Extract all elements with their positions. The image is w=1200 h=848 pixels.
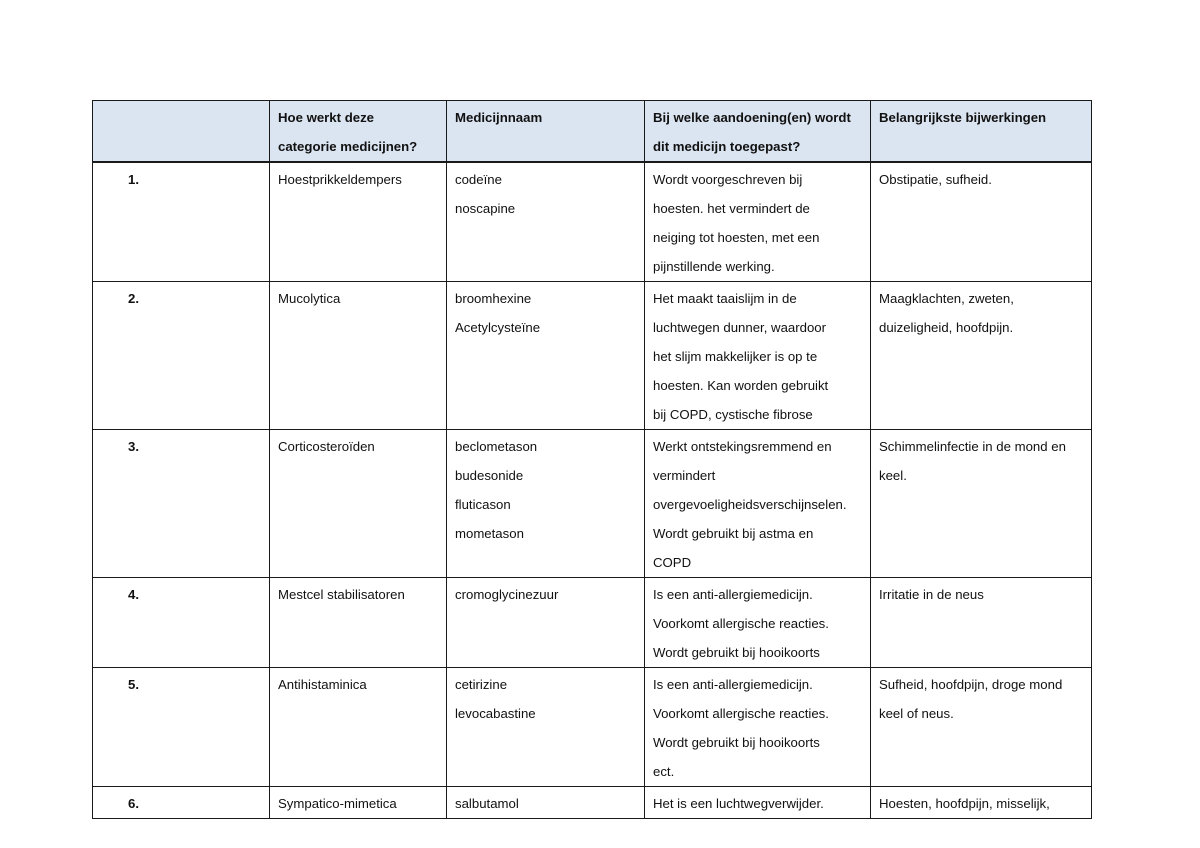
cell-line: Werkt ontstekingsremmend en (653, 439, 832, 454)
cell-line: hoesten. het vermindert de (653, 201, 810, 216)
cell-line: Maagklachten, zweten, (879, 291, 1014, 306)
header-line: Medicijnnaam (455, 110, 543, 125)
table-row (93, 162, 1092, 282)
medicine-name-cell (447, 162, 645, 282)
cell-line: Hoestprikkeldempers (278, 172, 402, 187)
row-number-cell (93, 578, 270, 668)
cell-line: luchtwegen dunner, waardoor (653, 320, 827, 335)
header-cell-side-effects (871, 101, 1092, 163)
cell-line: pijnstillende werking. (653, 259, 775, 274)
medicine-name-cell (447, 668, 645, 787)
cell-line: Irritatie in de neus (879, 587, 984, 602)
category-cell (270, 787, 447, 819)
cell-line: Is een anti-allergiemedicijn. (653, 677, 813, 692)
table-row (93, 787, 1092, 819)
category-cell (270, 578, 447, 668)
category-cell (270, 668, 447, 787)
cell-line: COPD (653, 555, 692, 570)
cell-line: Antihistaminica (278, 677, 367, 692)
cell-line: cromoglycinezuur (455, 587, 559, 602)
cell-line: overgevoeligheidsverschijnselen. (653, 497, 847, 512)
cell-line: fluticason (455, 497, 511, 512)
header-cell-condition (645, 101, 871, 163)
header-line: Belangrijkste bijwerkingen (879, 110, 1047, 125)
row-number-cell (93, 282, 270, 430)
cell-line: bij COPD, cystische fibrose (653, 407, 813, 422)
cell-line: Het maakt taaislijm in de (653, 291, 797, 306)
side-effects-cell (871, 430, 1092, 578)
medication-table (92, 100, 1092, 819)
cell-line: Obstipatie, sufheid. (879, 172, 992, 187)
cell-line: Voorkomt allergische reacties. (653, 706, 829, 721)
cell-line: Voorkomt allergische reacties. (653, 616, 829, 631)
cell-line: 2. (128, 291, 139, 306)
cell-line: 4. (128, 587, 139, 602)
cell-line: keel of neus. (879, 706, 954, 721)
cell-line: salbutamol (455, 796, 519, 811)
row-number-cell (93, 668, 270, 787)
side-effects-cell (871, 578, 1092, 668)
cell-line: keel. (879, 468, 907, 483)
category-cell (270, 430, 447, 578)
condition-cell (645, 578, 871, 668)
table-row (93, 668, 1092, 787)
side-effects-cell (871, 282, 1092, 430)
header-line: categorie medicijnen? (278, 139, 418, 154)
header-cell-name (447, 101, 645, 163)
cell-line: Corticosteroïden (278, 439, 375, 454)
cell-line: broomhexine (455, 291, 532, 306)
cell-line: 6. (128, 796, 139, 811)
condition-cell (645, 668, 871, 787)
table-body (93, 162, 1092, 819)
cell-line: cetirizine (455, 677, 508, 692)
row-number-cell (93, 162, 270, 282)
cell-line: noscapine (455, 201, 516, 216)
header-line: Hoe werkt deze (278, 110, 375, 125)
cell-line: Sympatico-mimetica (278, 796, 397, 811)
cell-line: Mestcel stabilisatoren (278, 587, 405, 602)
cell-line: duizeligheid, hoofdpijn. (879, 320, 1014, 335)
cell-line: hoesten. Kan worden gebruikt (653, 378, 829, 393)
header-cell-category (270, 101, 447, 163)
condition-cell (645, 162, 871, 282)
table-row (93, 430, 1092, 578)
cell-line: Wordt voorgeschreven bij (653, 172, 803, 187)
row-number-cell (93, 787, 270, 819)
cell-line: Mucolytica (278, 291, 341, 306)
category-cell (270, 282, 447, 430)
cell-line: Wordt gebruikt bij hooikoorts (653, 645, 820, 660)
cell-line: Schimmelinfectie in de mond en (879, 439, 1066, 454)
category-cell (270, 162, 447, 282)
side-effects-cell (871, 668, 1092, 787)
cell-line: levocabastine (455, 706, 536, 721)
cell-line: budesonide (455, 468, 524, 483)
cell-line: Het is een luchtwegverwijder. (653, 796, 824, 811)
cell-line: beclometason (455, 439, 538, 454)
medicine-name-cell (447, 787, 645, 819)
cell-line: Wordt gebruikt bij hooikoorts (653, 735, 820, 750)
cell-line: ect. (653, 764, 675, 779)
table-row (93, 578, 1092, 668)
cell-line: mometason (455, 526, 524, 541)
cell-line: Wordt gebruikt bij astma en (653, 526, 814, 541)
condition-cell (645, 787, 871, 819)
row-number-cell (93, 430, 270, 578)
cell-line: codeïne (455, 172, 502, 187)
side-effects-cell (871, 162, 1092, 282)
cell-line: Sufheid, hoofdpijn, droge mond (879, 677, 1063, 692)
medicine-name-cell (447, 578, 645, 668)
table-row (93, 282, 1092, 430)
cell-line: neiging tot hoesten, met een (653, 230, 820, 245)
header-line: Bij welke aandoening(en) wordt (653, 110, 851, 125)
header-line: dit medicijn toegepast? (653, 139, 801, 154)
table-header-row (93, 101, 1092, 163)
medicine-name-cell (447, 430, 645, 578)
condition-cell (645, 282, 871, 430)
side-effects-cell (871, 787, 1092, 819)
cell-line: vermindert (653, 468, 716, 483)
cell-line: Hoesten, hoofdpijn, misselijk, (879, 796, 1050, 811)
header-cell-number (93, 101, 270, 163)
medicine-name-cell (447, 282, 645, 430)
cell-line: 5. (128, 677, 139, 692)
cell-line: Acetylcysteïne (455, 320, 541, 335)
cell-line: 1. (128, 172, 139, 187)
cell-line: het slijm makkelijker is op te (653, 349, 818, 364)
cell-line: Is een anti-allergiemedicijn. (653, 587, 813, 602)
condition-cell (645, 430, 871, 578)
cell-line: 3. (128, 439, 139, 454)
